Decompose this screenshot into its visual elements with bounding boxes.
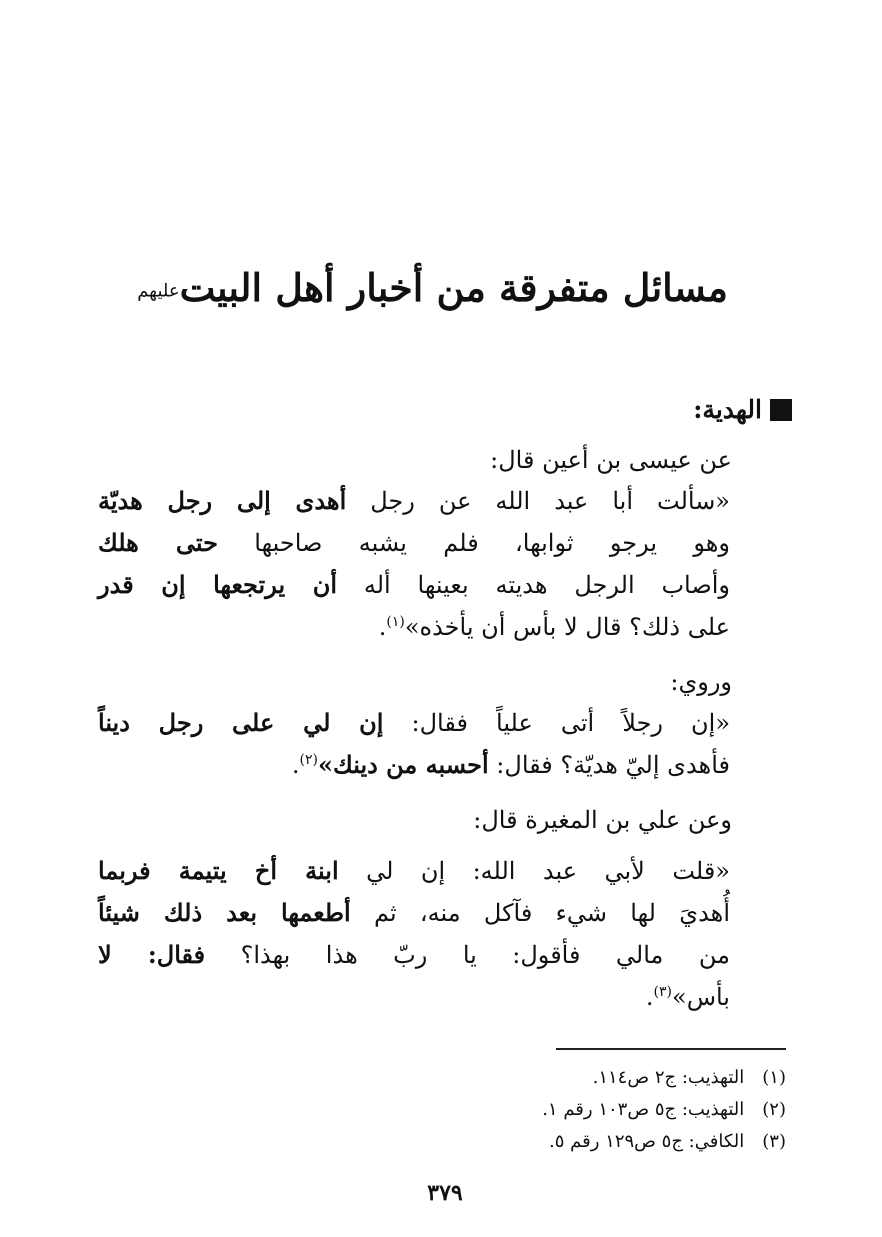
- quote-2-bold-text: أحسبه من دينك»: [317, 750, 489, 779]
- chapter-title: [100, 258, 728, 322]
- honorific-glyph: ﻋﻠﻴﻬﻢ: [137, 280, 180, 302]
- hadith-quote-3: [98, 850, 730, 1018]
- quote-3-text: بأس»: [672, 983, 730, 1011]
- footnote-divider: [556, 1048, 786, 1050]
- section-heading: [693, 392, 792, 428]
- quote-3-text: من مالي فأقول: يا ربّ هذا بهذا؟: [205, 941, 730, 969]
- quote-1-text: على ذلك؟ قال لا بأس أن يأخذه»: [404, 613, 730, 641]
- page-number: ٣٧٩: [427, 1180, 463, 1206]
- footnote-ref-2[interactable]: (٢): [299, 752, 318, 768]
- footnote-text: التهذيب: ج٥ ص١٠٣ رقم ١.: [542, 1099, 745, 1120]
- quote-3-text: «قلت لأبي عبد الله: [480, 857, 730, 885]
- narration-intro-3: وعن علي بن المغيرة قال:: [473, 806, 732, 834]
- quote-2-line-1: [98, 702, 730, 744]
- narration-intro-1: عن عيسى بن أعين قال:: [490, 446, 732, 474]
- section-heading-text: الهدية:: [693, 395, 762, 424]
- quote-2-end: .: [291, 751, 300, 779]
- quote-3-text: : إن لي: [338, 857, 481, 885]
- footnote-number: (٢): [762, 1099, 786, 1120]
- quote-3-line-3: [98, 934, 730, 976]
- hadith-quote-2: [98, 702, 730, 786]
- quote-1-text: «سألت أبا عبد الله: [495, 487, 730, 515]
- footnote-2: [542, 1094, 786, 1126]
- quote-3-bold-text: ابنة أخ يتيمة فربما: [98, 856, 339, 885]
- quote-3-text: أُهديَ لها شيء فآكل منه، ثم: [350, 899, 730, 927]
- quote-1-line-2: [98, 522, 730, 564]
- quote-1-line-1: [98, 480, 730, 522]
- quote-2-text: :: [488, 751, 505, 779]
- quote-2-bold-text: إن لي على رجل ديناً: [98, 708, 384, 737]
- quote-2-line-2: [98, 744, 730, 786]
- quote-1-line-3: [98, 564, 730, 606]
- footnote-number: (١): [762, 1067, 786, 1088]
- quote-1-bold-text: حتى هلك: [98, 528, 218, 557]
- chapter-title-text: مسائل متفرقة من أخبار أهل البيت: [179, 265, 728, 310]
- quote-2-text: فأهدى إليّ هديّة؟ فقال: [504, 751, 730, 779]
- footnote-ref-1[interactable]: (١): [386, 614, 405, 630]
- quote-3-bold-text: : لا: [98, 940, 157, 969]
- quote-1-bold-text: أن يرتجعها إن قدر: [98, 570, 337, 599]
- quote-3-bold-text: أطعمها بعد ذلك شيئاً: [98, 898, 351, 927]
- quote-1-text: وهو يرجو ثوابها، فلم يشبه صاحبها: [217, 529, 731, 557]
- footnote-3: [542, 1126, 786, 1158]
- quote-1-text: وأصاب الرجل هديته بعينها أله: [337, 571, 730, 599]
- quote-2-text: فقال:: [383, 709, 496, 737]
- footnote-1: [542, 1062, 786, 1094]
- footnote-ref-3[interactable]: (٣): [653, 984, 673, 1000]
- quote-2-text: «إن رجلاً أتى علياً: [496, 709, 731, 737]
- narration-intro-2: وروي:: [670, 668, 732, 696]
- quote-3-end: .: [645, 983, 654, 1011]
- quote-3-line-2: [98, 892, 730, 934]
- quote-3-line-1: [98, 850, 730, 892]
- quote-3-line-4: [98, 976, 730, 1018]
- quote-1-end: .: [378, 613, 387, 641]
- footnote-text: الكافي: ج٥ ص١٢٩ رقم ٥.: [549, 1131, 745, 1152]
- quote-1-line-4: [98, 606, 730, 648]
- hadith-quote-1: [98, 480, 730, 648]
- quote-1-bold-text: أهدى إلى رجل هديّة: [98, 486, 347, 515]
- footnote-number: (٣): [762, 1131, 786, 1152]
- quote-3-bold-text: فقال: [156, 940, 206, 969]
- footnote-text: التهذيب: ج٢ ص١١٤.: [592, 1067, 745, 1088]
- square-bullet-icon: [770, 399, 792, 421]
- footnotes: [542, 1062, 786, 1158]
- quote-1-text: عن رجل: [346, 487, 496, 515]
